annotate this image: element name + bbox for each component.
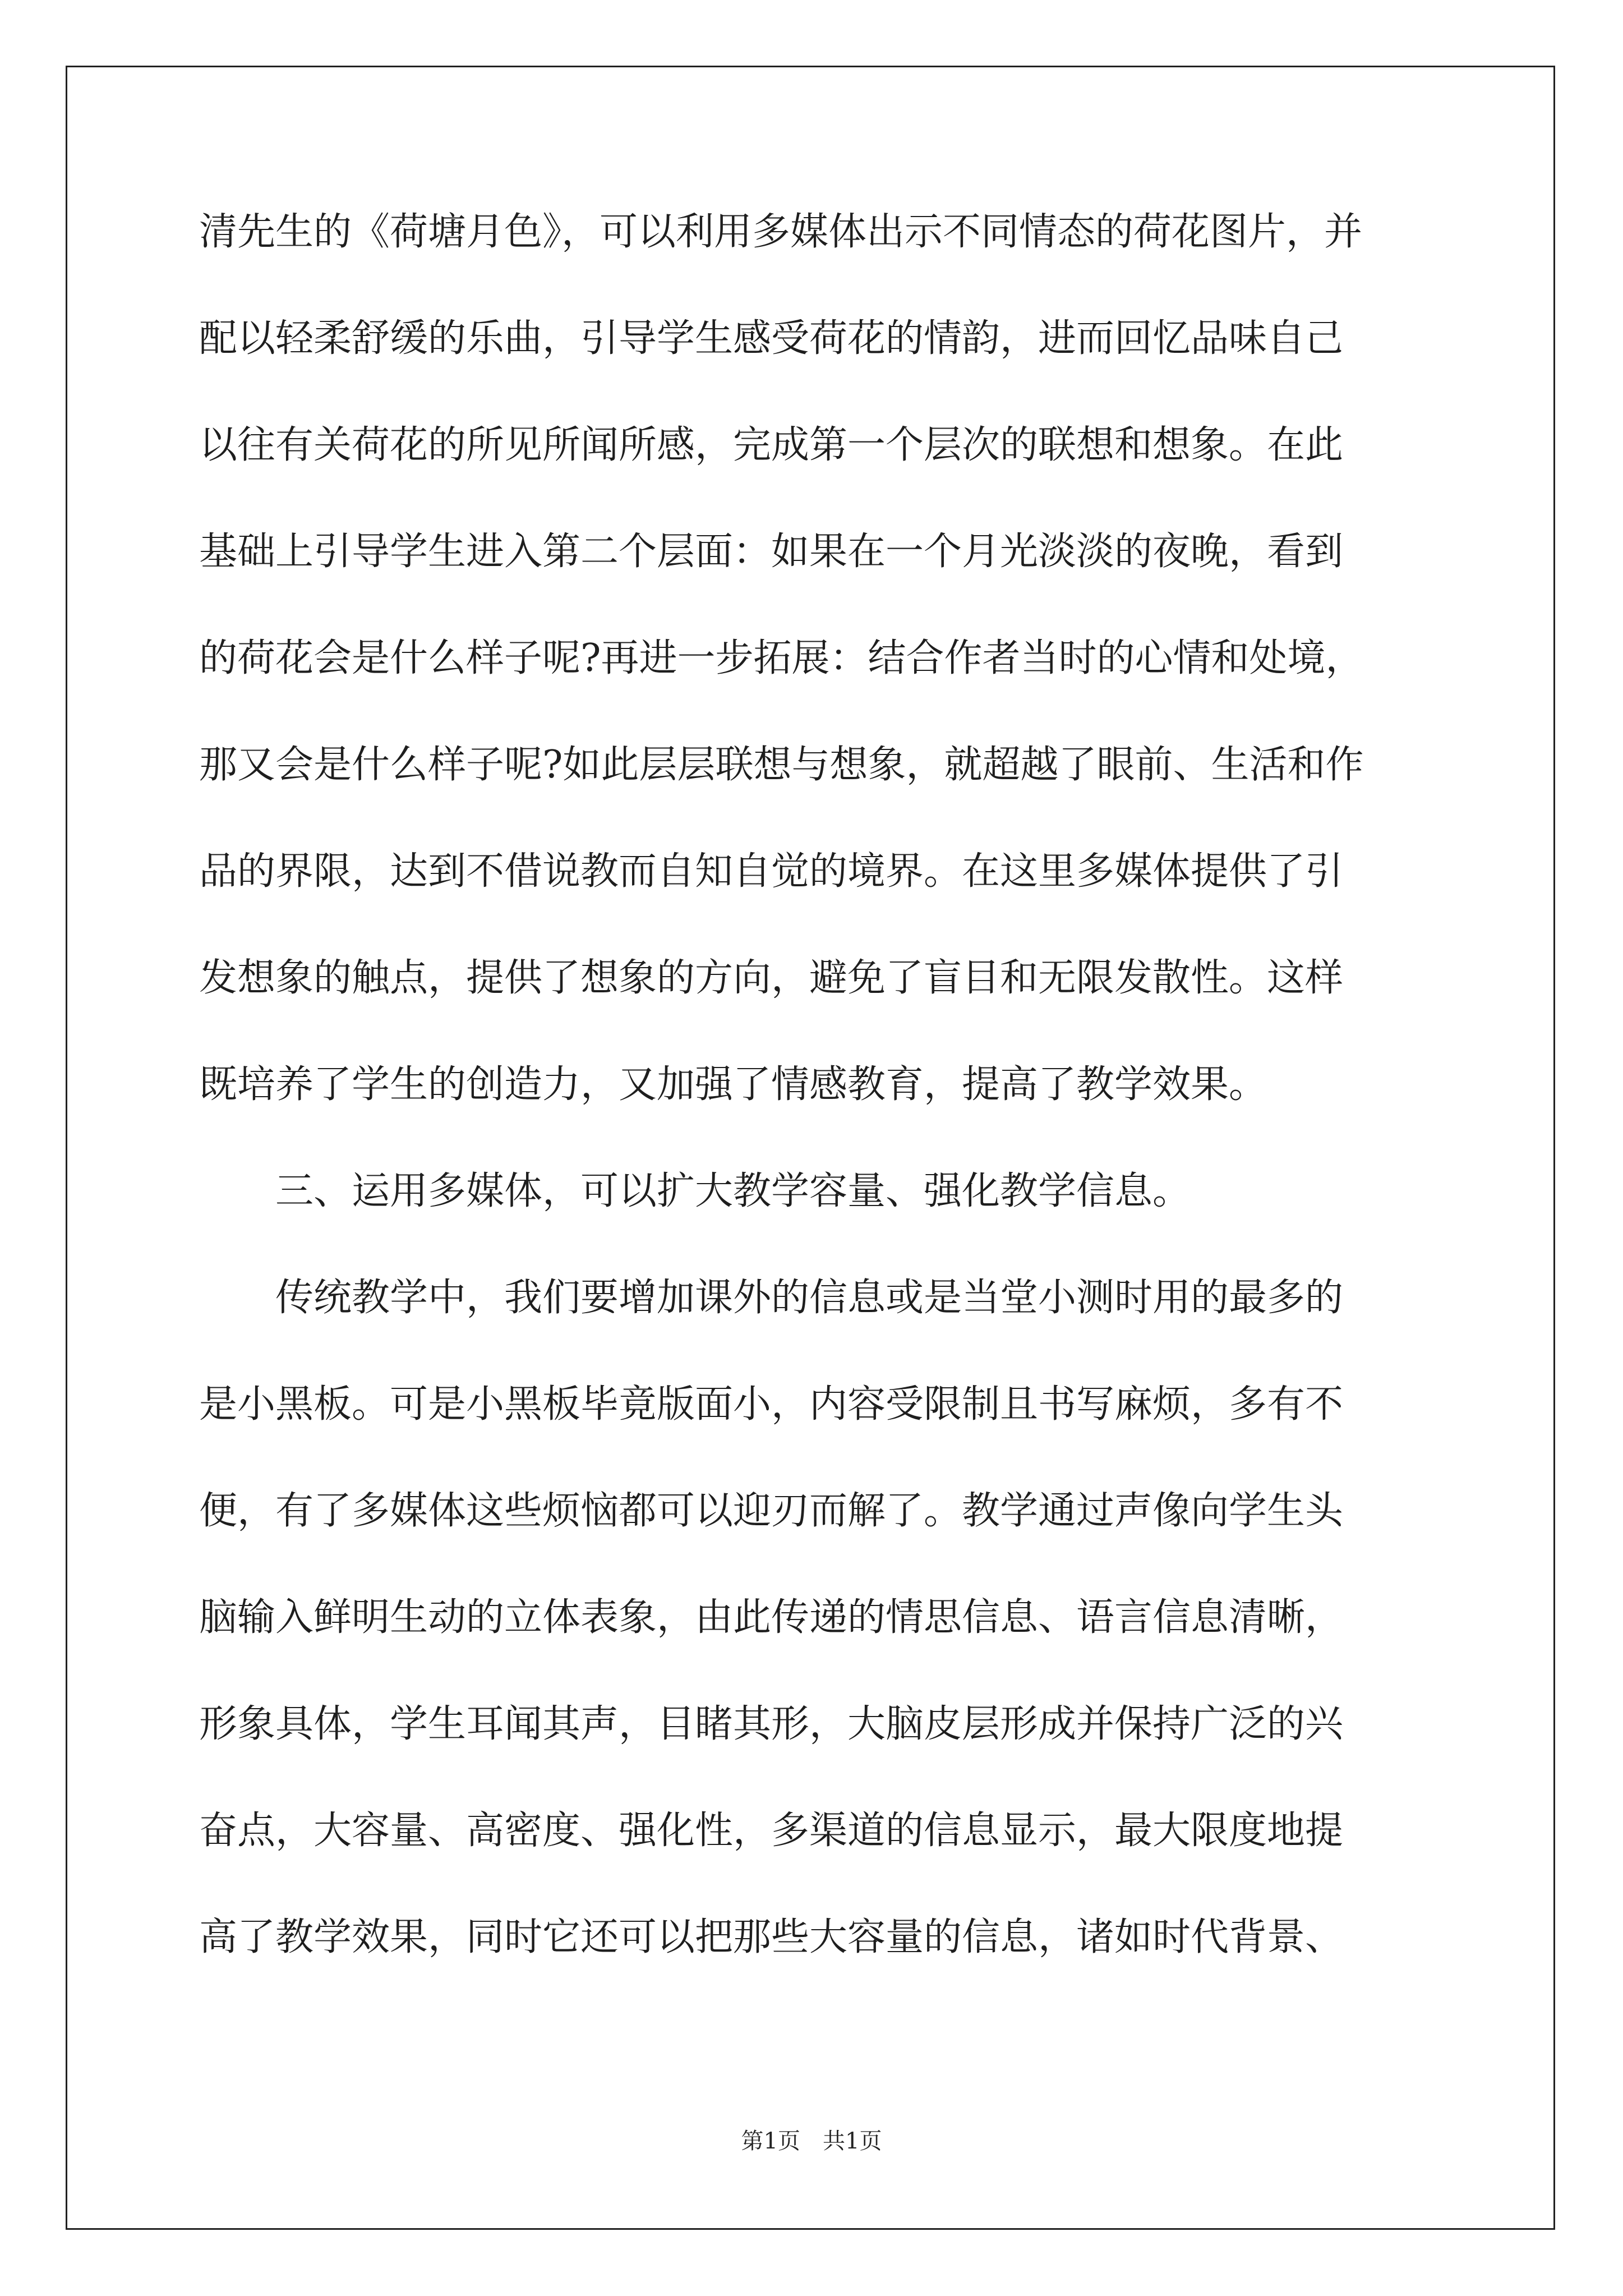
text-line: 品的界限，达到不借说教而自知自觉的境界。在这里多媒体提供了引 [199, 849, 1344, 894]
text-line: 传统教学中，我们要增加课外的信息或是当堂小测时用的最多的 [275, 1276, 1344, 1320]
text-line: 发想象的触点，提供了想象的方向，避免了盲目和无限发散性。这样 [199, 956, 1344, 1000]
text-line: 奋点，大容量、高密度、强化性，多渠道的信息显示，最大限度地提 [199, 1809, 1344, 1853]
text-line: 的荷花会是什么样子呢?再进一步拓展：结合作者当时的心情和处境， [199, 636, 1364, 680]
text-line: 形象具体，学生耳闻其声，目睹其形，大脑皮层形成并保持广泛的兴 [199, 1702, 1344, 1746]
text-line: 是小黑板。可是小黑板毕竟版面小，内容受限制且书写麻烦，多有不 [199, 1382, 1344, 1427]
text-line: 以往有关荷花的所见所闻所感，完成第一个层次的联想和想象。在此 [199, 423, 1344, 467]
text-line: 那又会是什么样子呢?如此层层联想与想象，就超越了眼前、生活和作 [199, 743, 1364, 787]
text-line: 清先生的《荷塘月色》，可以利用多媒体出示不同情态的荷花图片，并 [199, 210, 1363, 254]
text-line: 脑输入鲜明生动的立体表象，由此传递的情思信息、语言信息清晰， [199, 1595, 1344, 1640]
text-line: 基础上引导学生进入第二个层面：如果在一个月光淡淡的夜晚，看到 [199, 530, 1344, 574]
text-line: 高了教学效果，同时它还可以把那些大容量的信息，诸如时代背景、 [199, 1915, 1344, 1959]
page-number-footer: 第1页 共1页 [741, 2128, 882, 2154]
text-line: 既培养了学生的创造力，又加强了情感教育，提高了教学效果。 [199, 1062, 1267, 1107]
section-heading: 三、运用多媒体，可以扩大教学容量、强化教学信息。 [275, 1169, 1191, 1213]
text-line: 配以轻柔舒缓的乐曲，引导学生感受荷花的情韵，进而回忆品味自己 [199, 316, 1344, 361]
text-line: 便，有了多媒体这些烦恼都可以迎刃而解了。教学通过声像向学生头 [199, 1489, 1344, 1533]
page-border [66, 66, 1555, 2230]
